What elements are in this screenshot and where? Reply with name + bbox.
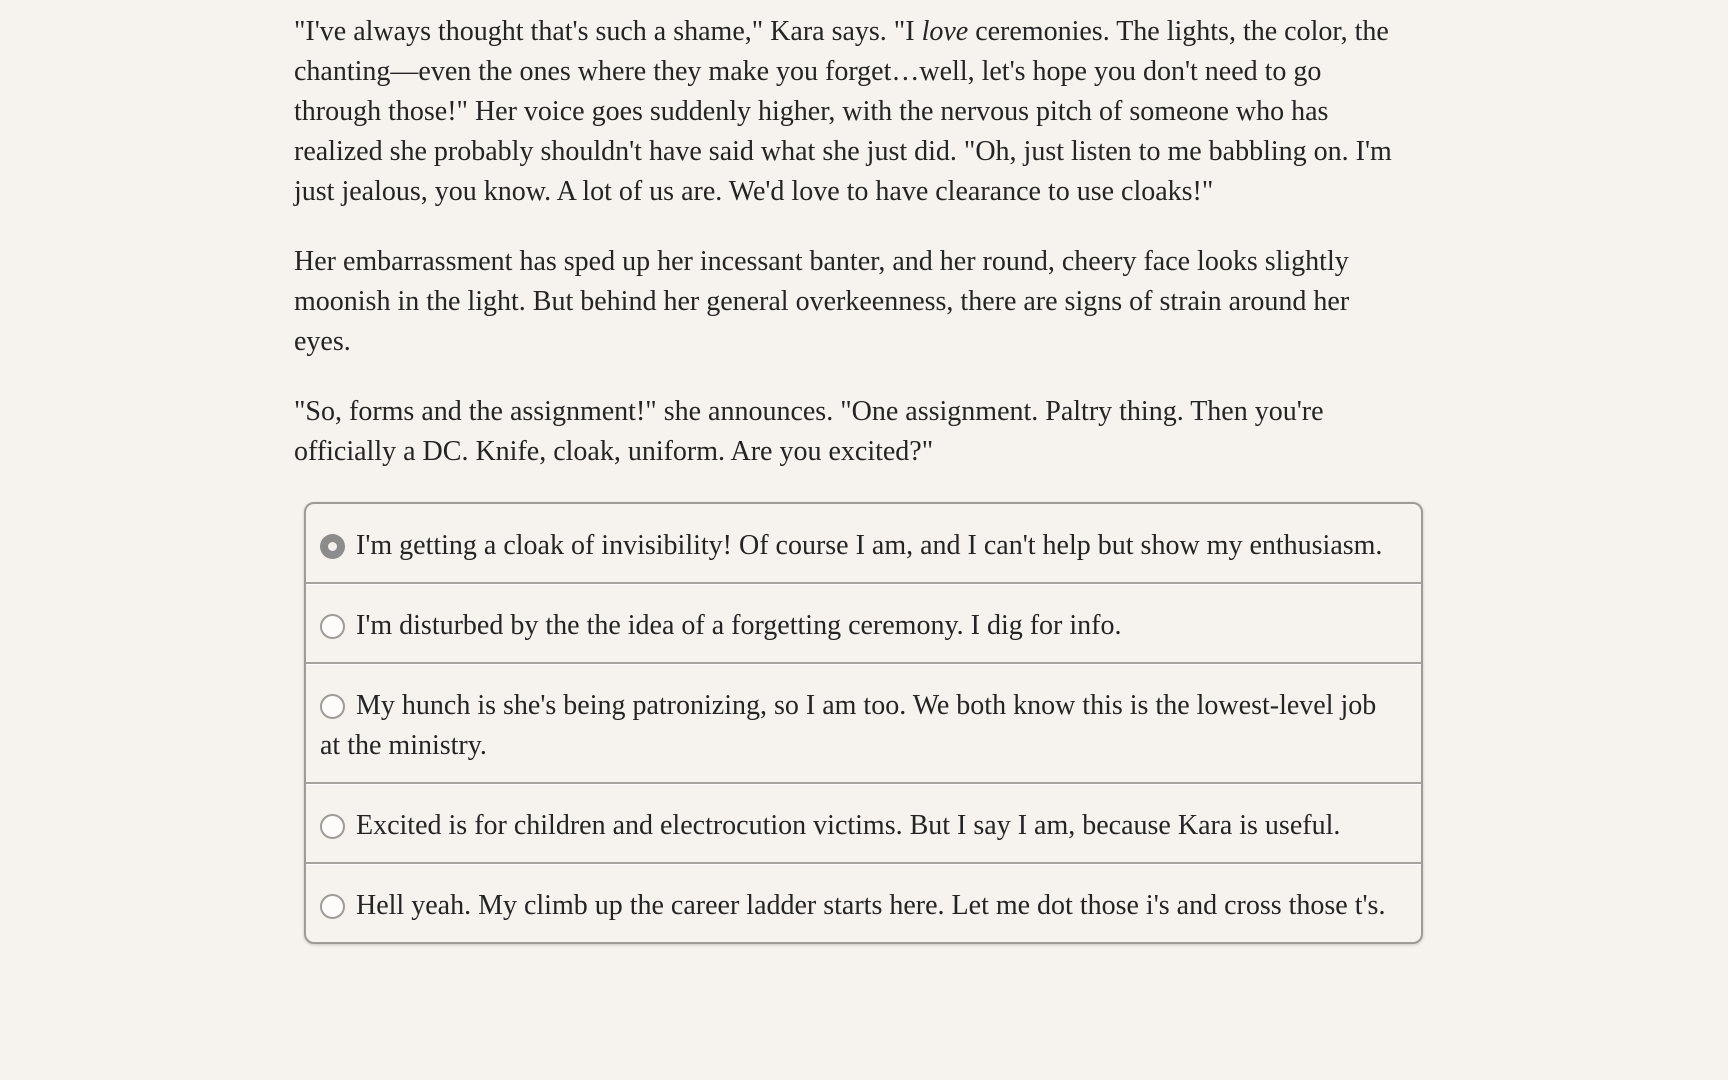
choice-option[interactable] [306,582,1421,662]
choice-option-label[interactable]: Hell yeah. My climb up the career ladder starts here. Let me dot those i's and cross those t's. [356,890,1386,921]
story-text-italic: love [921,16,969,47]
story-text-run: "I've always thought that's such a shame," Kara says. "I [294,16,922,47]
choice-option[interactable] [306,862,1421,942]
story-text-run: "So, forms and the assignment!" she announces. "One assignment. Paltry thing. Then you're officially a DC. Knife, cloak, uniform. Are you excited?" [294,396,1324,467]
story-text [294,12,1408,472]
choice-list [304,502,1423,944]
radio-unchecked-icon[interactable] [320,814,345,839]
choice-option-label[interactable]: Excited is for children and electrocution victims. But I say I am, because Kara is useful. [356,810,1341,841]
story-text-run: Her embarrassment has sped up her incessant banter, and her round, cheery face looks slightly moonish in the light. But behind her general overkeenness, there are signs of strain around her eyes. [294,246,1350,357]
choice-option-label[interactable]: I'm disturbed by the the idea of a forgetting ceremony. I dig for info. [356,610,1122,641]
story-text-run: ceremonies. The lights, the color, the chanting—even the ones where they make you forget…well, let's hope you don't need to go through those!" Her voice goes suddenly higher, with the nervous pitch of someone who has realized she probably shouldn't have said what she just did. "Oh, just listen to me babbling on. I'm just jealous, you know. A lot of us are. We'd love to have clearance to use cloaks!" [294,16,1392,207]
story-paragraph [294,392,1408,472]
radio-unchecked-icon[interactable] [320,894,345,919]
choice-option[interactable] [306,782,1421,862]
story-page [294,0,1426,944]
choice-option[interactable] [306,662,1421,782]
story-paragraph [294,12,1408,212]
choice-option[interactable] [306,504,1421,582]
radio-unchecked-icon[interactable] [320,694,345,719]
choice-option-label[interactable]: My hunch is she's being patronizing, so I am too. We both know this is the lowest-level job at the ministry. [320,690,1377,761]
choice-option-label[interactable]: I'm getting a cloak of invisibility! Of course I am, and I can't help but show my enthusiasm. [356,530,1383,561]
radio-checked-icon[interactable] [320,534,345,559]
radio-unchecked-icon[interactable] [320,614,345,639]
story-paragraph [294,242,1408,362]
